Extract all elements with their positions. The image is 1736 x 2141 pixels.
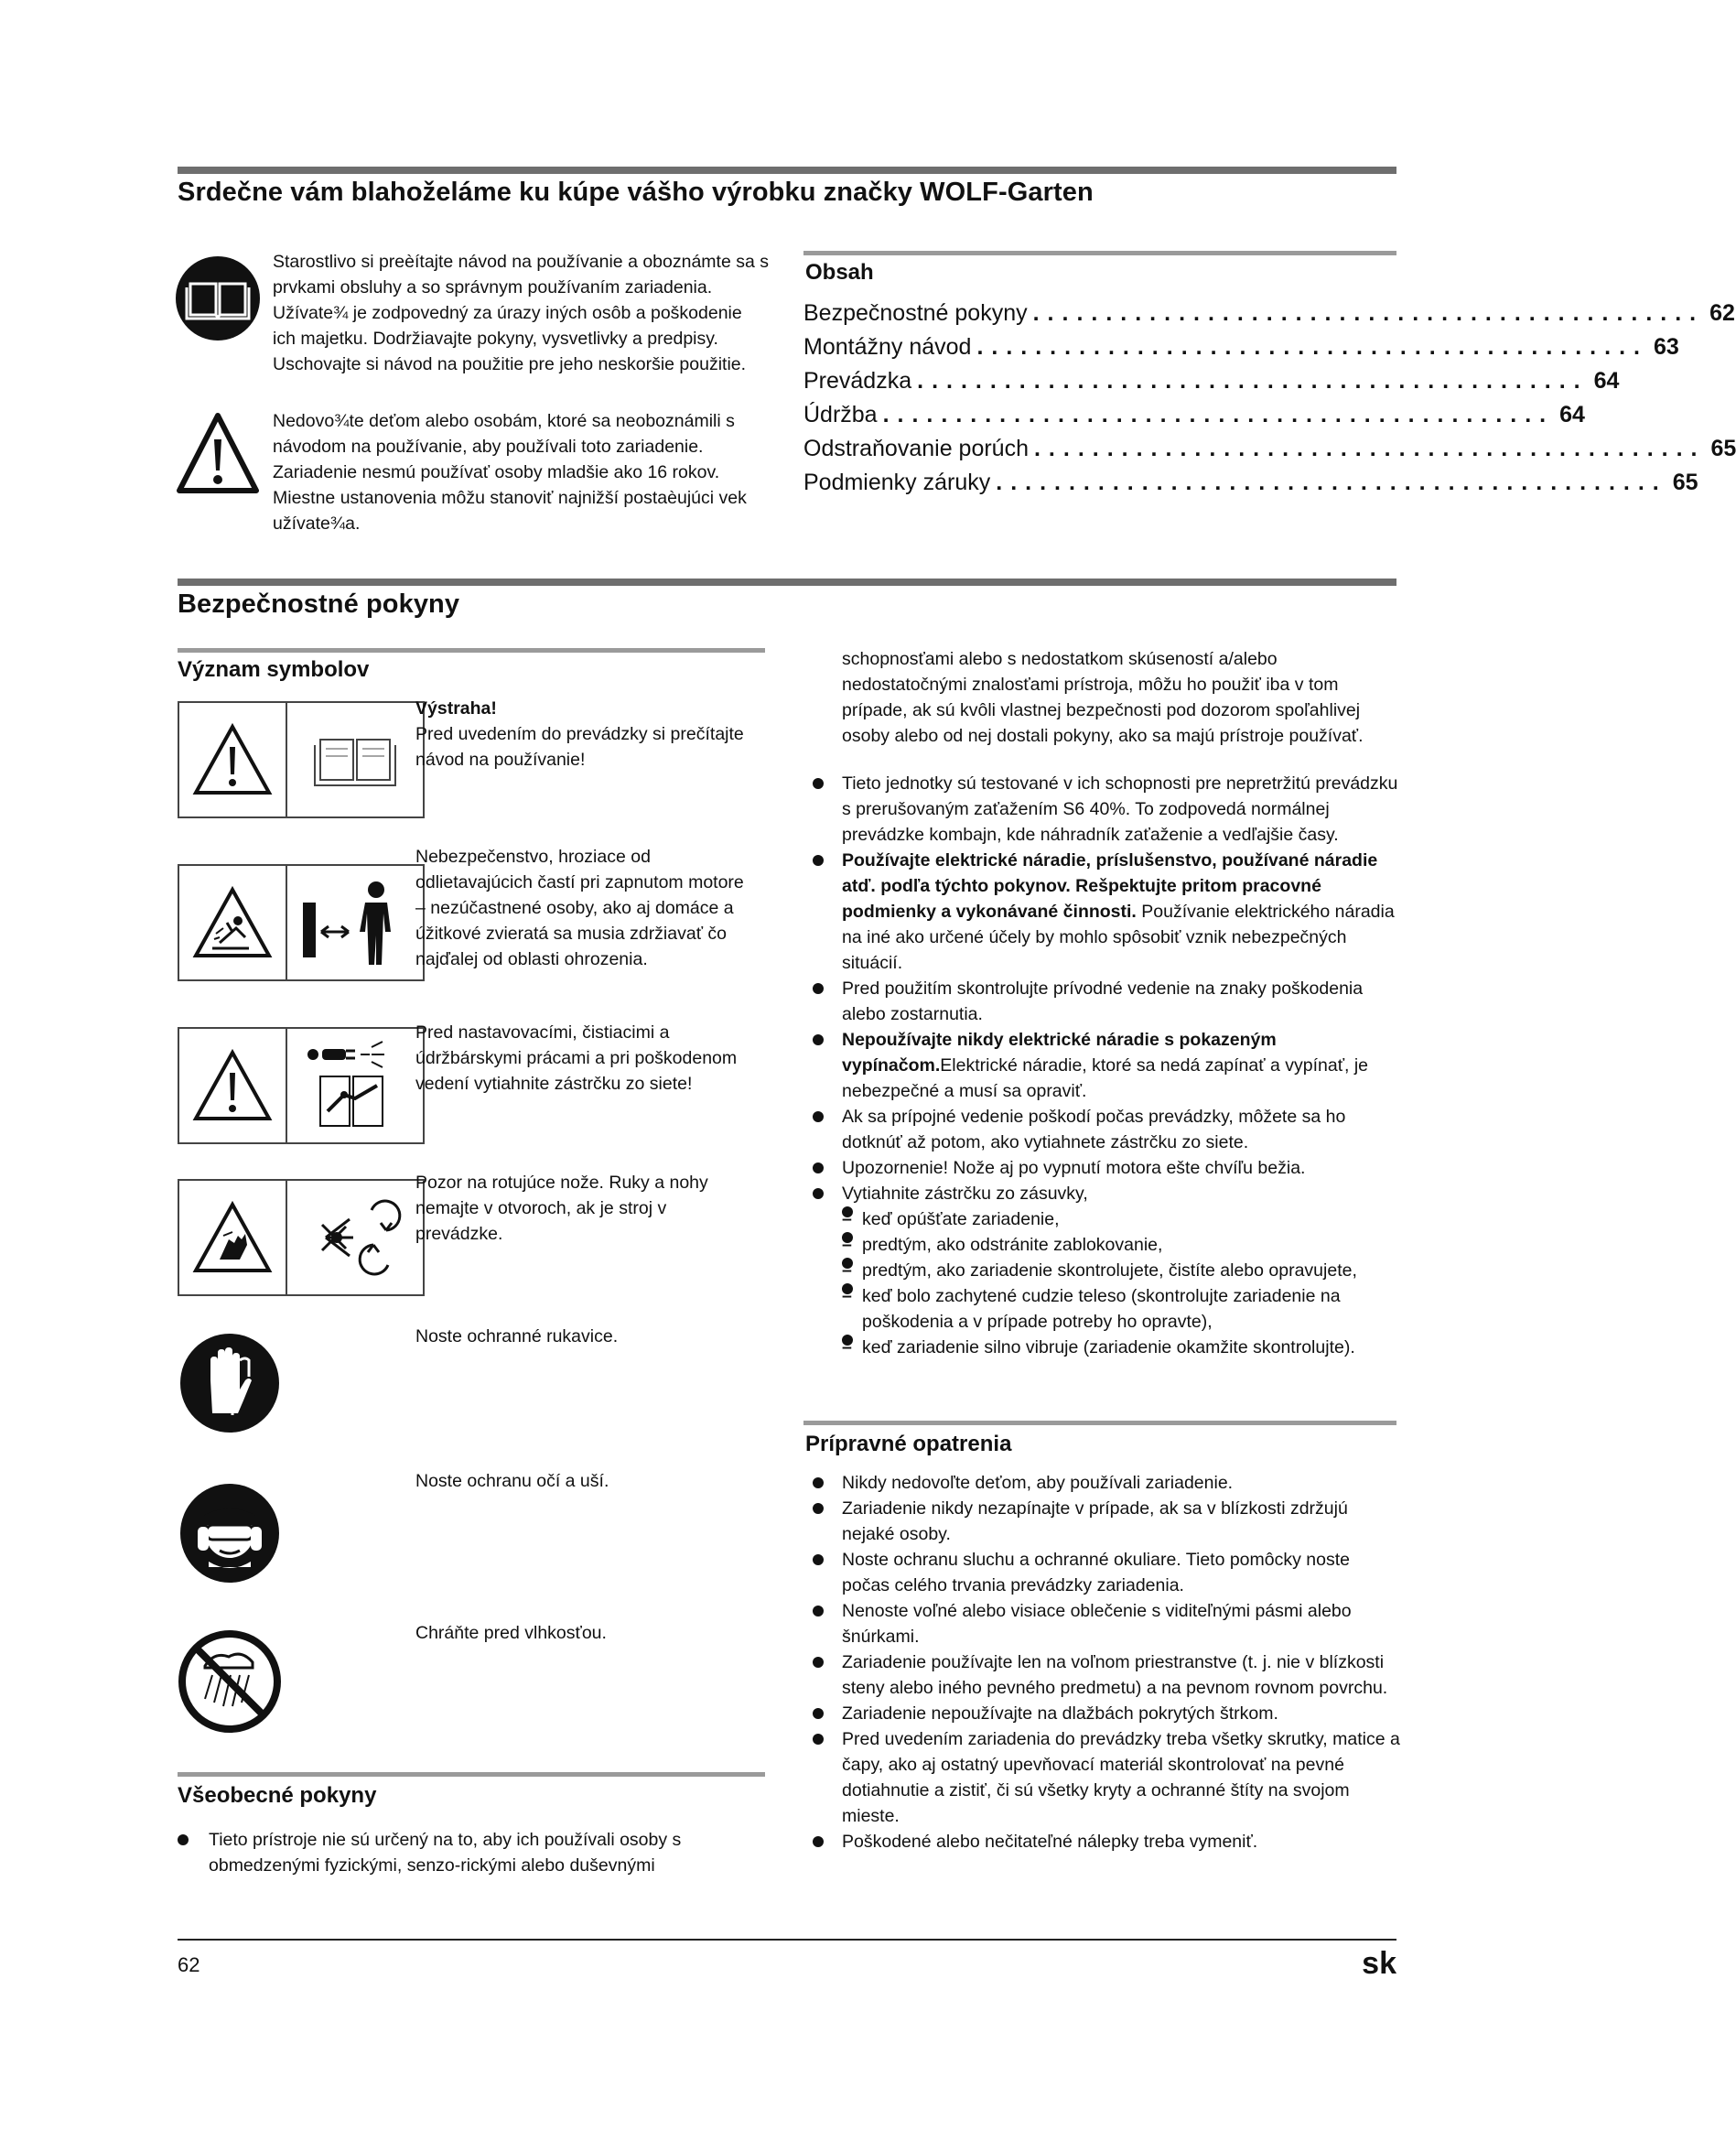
toc-item[interactable]: Prevádzka .............................................. 64 <box>803 368 1620 394</box>
toc-item[interactable]: Bezpečnostné pokyny .............................................. 62 <box>803 300 1735 326</box>
symbol-1-text: Výstraha! Pred uvedením do prevádzky si prečítajte návod na používanie! <box>415 698 744 770</box>
toc-item-label: Podmienky záruky <box>803 470 991 495</box>
intro-read-manual-text: Starostlivo si preèítajte návod na používanie a oboznámte sa s prvkami obsluhy a so správnym používaním zariadenia. Užívate¾ je zodpovedný za úrazy iných osôb a poškodenie ich majetku. Dodržiavajte pokyny, vysvetlivky a predpisy. Uschovajte si návod na použitie pre jeho neskoršie použitie. <box>273 252 769 374</box>
toc-item-page: 64 <box>1559 402 1585 427</box>
rotating-blade-icon <box>300 1192 410 1283</box>
page-number: 62 <box>178 1953 200 1976</box>
toc-item-label: Odstraňovanie porúch <box>803 436 1029 461</box>
list-item: Tieto prístroje nie sú určený na to, aby ich používali osoby s obmedzenými fyzickými, senzo-rickými alebo duševnými <box>174 1827 741 1878</box>
list-item: Upozornenie! Nože aj po vypnutí motora ešte chvíľu bežia. <box>809 1155 1400 1181</box>
no-moisture-icon <box>178 1629 282 1734</box>
symbol-5-text: Noste ochranné rukavice. <box>415 1326 619 1346</box>
list-item: Zariadenie nepoužívajte na dlažbách pokrytých štrkom. <box>809 1701 1400 1726</box>
toc-item[interactable]: Údržba .............................................. 64 <box>803 402 1585 427</box>
symbol-4-text: Pozor na rotujúce nože. Ruky a nohy nemajte v otvoroch, ak je stroj v prevádzke. <box>415 1173 708 1244</box>
list-item: Tieto jednotky sú testované v ich schopnosti pre nepretržitú prevádzku s prerušovaným zaťažením S6 40%. To zodpovedá normálnej prevádzke kombajn, kde náhradník zaťaženie a vedľajšie časy. <box>809 771 1400 848</box>
sub-item: – keď zariadenie silno vibruje (zariadenie okamžite skontrolujte). <box>842 1335 1400 1360</box>
flying-debris-icon <box>192 886 273 959</box>
list-item: Nikdy nedovoľte deťom, aby používali zariadenie. <box>809 1470 1400 1496</box>
symbols-title: Význam symbolov <box>178 657 370 682</box>
eye-ear-protection-icon <box>179 1483 280 1584</box>
toc-item-page: 62 <box>1709 300 1735 326</box>
list-item: Vytiahnite zástrčku zo zásuvky, – keď opúšťate zariadenie, – predtým, ako odstránite zablokovanie, – predtým, ako zariadenie skontrolujete, čistíte alebo opravujete, – keď bolo zachytené cudzie teleso (skontrolujte zariadenie na poškodenia a v prípade potreby ho opravte), – keď zariadenie silno vibruje (zariadenie okamžite skontrolujte). <box>809 1181 1400 1360</box>
symbol-2-text: Nebezpečenstvo, hroziace od odlietavajúcich častí pri zapnutom motore – nezúčastnené osoby, ako aj domáce a úžitkové zvieratá sa musia zdržiavať čo najďalej od oblasti ohrozenia. <box>415 847 744 969</box>
symbols-rule <box>178 648 765 653</box>
safety-rule <box>178 579 1396 586</box>
hand-blade-icon <box>192 1201 273 1274</box>
page-title: Srdečne vám blahoželáme ku kúpe vášho výrobku značky WOLF-Garten <box>178 178 1094 207</box>
sub-item: – keď bolo zachytené cudzie teleso (skontrolujte zariadenie na poškodenia a v prípade potreby ho opravte), <box>842 1283 1400 1335</box>
toc-item-page: 65 <box>1710 436 1736 461</box>
symbol-unplug-maintenance <box>178 1027 425 1144</box>
top-rule <box>178 167 1396 174</box>
prep-title: Prípravné opatrenia <box>805 1432 1012 1456</box>
list-item: Pred použitím skontrolujte prívodné vedenie na znaky poškodenia alebo zostarnutia. <box>809 976 1400 1027</box>
keep-distance-icon <box>296 877 415 968</box>
general-rule <box>178 1772 765 1777</box>
toc-item-page: 63 <box>1653 334 1679 360</box>
warning-triangle-icon <box>174 410 262 496</box>
warning-triangle-icon <box>192 723 273 796</box>
list-item: Nenoste voľné alebo visiace oblečenie s viditeľnými pásmi alebo šnúrkami. <box>809 1598 1400 1649</box>
general-title: Všeobecné pokyny <box>178 1783 377 1808</box>
list-item: Nepoužívajte nikdy elektrické náradie s pokazeným vypínačom.Elektrické náradie, ktoré sa nedá zapínať a vypínať, je nebezpečné a musí sa opraviť. <box>809 1027 1400 1104</box>
toc-item-label: Údržba <box>803 402 878 427</box>
symbol-7-text: Chráňte pred vlhkosťou. <box>415 1623 607 1643</box>
sub-item: – predtým, ako zariadenie skontrolujete, čistíte alebo opravujete, <box>842 1258 1400 1283</box>
general-list <box>809 771 1400 1360</box>
symbol-rotating-blades <box>178 1179 425 1296</box>
toc-item[interactable]: Odstraňovanie porúch .............................................. 65 <box>803 436 1736 461</box>
symbol-warning-read-manual <box>178 701 425 818</box>
prep-rule <box>803 1421 1396 1425</box>
toc-item-label: Montážny návod <box>803 334 972 360</box>
list-item: Používajte elektrické náradie, príslušenstvo, používané náradie atď. podľa týchto pokynov. Rešpektujte pritom pracovné podmienky a vykonávané činnosti. Používanie elektrického náradia na iné ako určené účely by mohlo spôsobiť vznik nebezpečných situácií. <box>809 848 1400 976</box>
toc-item-label: Prevádzka <box>803 368 912 394</box>
list-item: Noste ochranu sluchu a ochranné okuliare. Tieto pomôcky noste počas celého trvania prevádzky zariadenia. <box>809 1547 1400 1598</box>
footer-rule <box>178 1939 1396 1941</box>
intro-children-warning-text: Nedovo¾te deťom alebo osobám, ktoré sa neoboznámili s návodom na používanie, aby používali toto zariadenie. Zariadenie nesmú používať osoby mladšie ako 16 rokov. Miestne ustanovenia môžu stanoviť najnižší postaèujúci vek užívate¾a. <box>273 411 747 534</box>
symbol-flying-parts <box>178 864 425 981</box>
toc-item-page: 65 <box>1672 470 1698 495</box>
sub-item: – predtým, ako odstránite zablokovanie, <box>842 1232 1400 1258</box>
language-code: sk <box>1362 1946 1396 1981</box>
toc-title: Obsah <box>805 260 874 285</box>
list-item: Zariadenie nikdy nezapínajte v prípade, ak sa v blízkosti zdržujú nejaké osoby. <box>809 1496 1400 1547</box>
warning-triangle-icon <box>192 1049 273 1122</box>
list-item: Ak sa prípojné vedenie poškodí počas prevádzky, môžete sa ho dotknúť až potom, ako vytiahnete zástrčku zo siete. <box>809 1104 1400 1155</box>
toc-rule <box>803 251 1396 255</box>
general-continuation: schopnosťami alebo s nedostatkom skúseností a/alebo nedostatočnými znalosťami prístroja, môžu ho použiť iba v tom prípade, ak sú kvôli vlastnej bezpečnosti pod dozorom spoľahlivej osoby alebo od nej dostali pokyny, ako sa majú prístroje používať. <box>842 649 1364 746</box>
symbol-6-text: Noste ochranu očí a uší. <box>415 1471 609 1491</box>
sub-item: – keď opúšťate zariadenie, <box>842 1206 1400 1232</box>
toc-item[interactable]: Podmienky záruky .............................................. 65 <box>803 470 1698 495</box>
list-item: Pred uvedením zariadenia do prevádzky treba všetky skrutky, matice a čapy, ako aj ostatný upevňovací materiál skontrolovať na pevné dotiahnutie a zistiť, či sú všetky kryty a ochranné štíty na svojom mieste. <box>809 1726 1400 1829</box>
book-icon <box>176 256 260 341</box>
symbol-3-text: Pred nastavovacími, čistiacimi a údržbárskymi prácami a pri poškodenom vedení vytiahnite zástrčku zo siete! <box>415 1022 738 1094</box>
plug-manual-icon <box>300 1038 410 1133</box>
prep-list <box>809 1470 1400 1854</box>
toc-item-page: 64 <box>1593 368 1620 394</box>
list-item: Poškodené alebo nečitateľné nálepky treba vymeniť. <box>809 1829 1400 1854</box>
list-item: Zariadenie používajte len na voľnom priestranstve (t. j. nie v blízkosti steny alebo iného pevného predmetu) a na pevnom rovnom povrchu. <box>809 1649 1400 1701</box>
gloves-icon <box>179 1333 280 1433</box>
safety-title: Bezpečnostné pokyny <box>178 589 460 619</box>
toc-item[interactable]: Montážny návod .............................................. 63 <box>803 334 1679 360</box>
unplug-sublist <box>842 1206 1400 1360</box>
toc-item-label: Bezpečnostné pokyny <box>803 300 1028 326</box>
general-list-start <box>174 1827 741 1878</box>
book-icon <box>311 730 399 789</box>
